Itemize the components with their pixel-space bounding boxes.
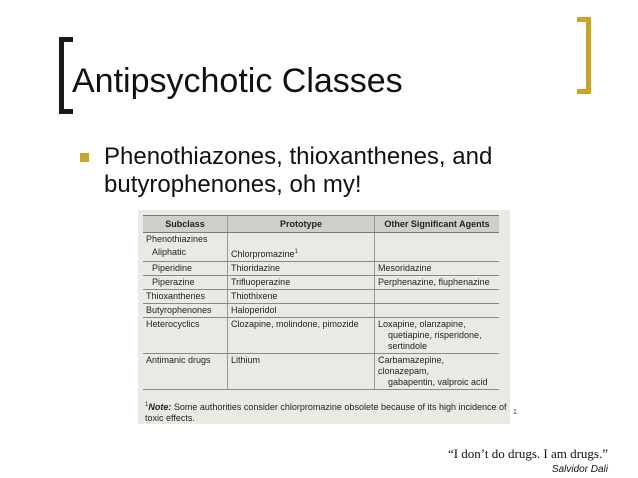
table-footnote — [145, 400, 507, 424]
cell-subclass: Aliphatic — [143, 246, 228, 262]
quote-text: “I don’t do drugs. I am drugs.” — [447, 446, 608, 461]
side-footnote-mark: 1 — [513, 409, 517, 416]
cell-prototype: Thiothixene — [228, 290, 375, 304]
cell-other — [375, 318, 500, 354]
note-label: Note: — [148, 402, 172, 412]
slide-title: Antipsychotic Classes — [72, 62, 403, 100]
cell-other — [375, 290, 500, 304]
cell-prototype — [228, 233, 375, 247]
table-row — [143, 262, 499, 276]
cell-other — [375, 354, 500, 390]
cell-prototype: Thioridazine — [228, 262, 375, 276]
cell-subclass: Butyrophenones — [143, 304, 228, 318]
header-prototype: Prototype — [228, 216, 375, 233]
agent-line: quetiapine, risperidone, — [388, 330, 482, 340]
table-row — [143, 318, 499, 354]
footnote-mark: 1 — [145, 402, 149, 408]
cell-prototype: Clozapine, molindone, pimozide — [228, 318, 375, 354]
cell-prototype: Haloperidol — [228, 304, 375, 318]
bullet-square-icon — [80, 153, 89, 162]
note-text: Some authorities consider chlorpromazine obsolete because of its high incidence of toxic effects. — [145, 402, 507, 423]
drug-table-image — [138, 210, 510, 424]
agent-line: Loxapine, olanzapine, — [378, 319, 466, 329]
cell-prototype: Trifluoperazine — [228, 276, 375, 290]
cell-other — [375, 246, 500, 262]
table-row — [143, 233, 499, 247]
table-row — [143, 276, 499, 290]
cell-other: Mesoridazine — [375, 262, 500, 276]
footnote-ref: 1 — [294, 249, 298, 255]
agent-line: Carbamazepine, clonazepam, — [378, 355, 445, 376]
left-bracket-decoration — [59, 37, 73, 114]
cell-prototype: Lithium — [228, 354, 375, 390]
quote-author: Salvidor Dali — [551, 464, 608, 475]
table-row — [143, 290, 499, 304]
table-row — [143, 246, 499, 262]
table-row — [143, 304, 499, 318]
cell-other — [375, 233, 500, 247]
cell-subclass: Thioxanthenes — [143, 290, 228, 304]
cell-subclass: Piperidine — [143, 262, 228, 276]
cell-prototype — [228, 246, 375, 262]
cell-subclass: Piperazine — [143, 276, 228, 290]
cell-subclass: Heterocyclics — [143, 318, 228, 354]
antipsychotic-table — [143, 215, 499, 390]
cell-other — [375, 304, 500, 318]
right-bracket-decoration — [577, 17, 591, 94]
cell-subclass: Antimanic drugs — [143, 354, 228, 390]
agent-line: gabapentin, valproic acid — [388, 377, 488, 387]
cell-subclass: Phenothiazines — [146, 234, 208, 244]
bullet-text: Phenothiazones, thioxanthenes, and butyrophenones, oh my! — [104, 143, 493, 198]
header-other-agents: Other Significant Agents — [375, 216, 500, 233]
prototype-text: Chlorpromazine — [231, 249, 295, 259]
table-row — [143, 354, 499, 390]
header-subclass: Subclass — [143, 216, 228, 233]
agent-line: sertindole — [388, 341, 428, 351]
cell-other: Perphenazine, fluphenazine — [375, 276, 500, 290]
